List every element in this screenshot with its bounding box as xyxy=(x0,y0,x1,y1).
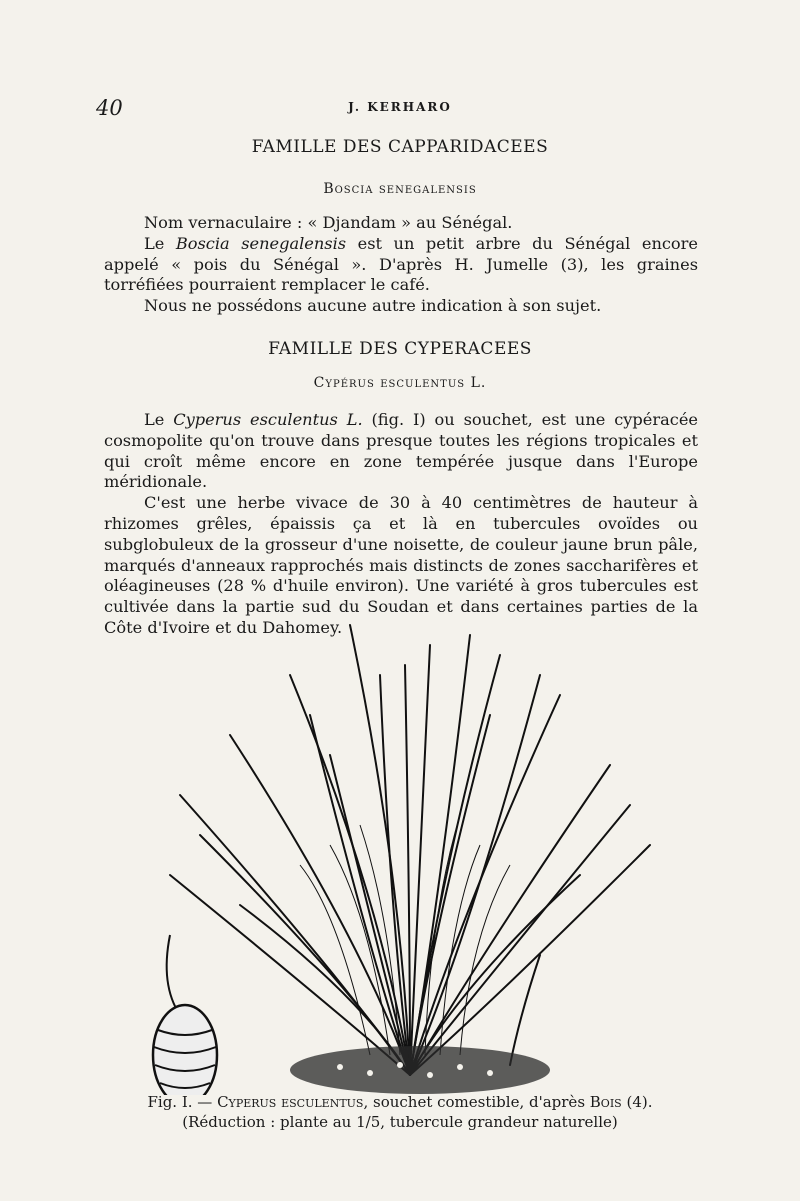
page-number: 40 xyxy=(96,96,123,120)
section2-body xyxy=(104,410,698,639)
plant-drawing xyxy=(140,615,680,1095)
section-heading-capparidacees: FAMILLE DES CAPPARIDACEES xyxy=(251,137,549,157)
paragraph: Nom vernaculaire : « Djandam » au Sénégal. xyxy=(144,213,513,232)
section-heading-cyperacees: FAMILLE DES CYPERACEES xyxy=(268,339,532,359)
caption-source: Bois xyxy=(589,1093,622,1111)
caption-line2: (Réduction : plante au 1/5, tubercule grandeur naturelle) xyxy=(182,1113,618,1131)
figure-caption xyxy=(110,1092,690,1132)
tubercle-drawing xyxy=(153,935,217,1095)
species-heading-boscia: Boscia senegalensis xyxy=(323,181,477,197)
text-run: Le xyxy=(144,233,176,253)
species-name: Cyperus esculentus L. xyxy=(173,410,363,429)
caption-species: Cyperus esculentus xyxy=(217,1093,364,1111)
species-name: Boscia senegalensis xyxy=(175,233,347,253)
caption-text: , souchet comestible, d'après xyxy=(363,1093,590,1111)
paragraph xyxy=(104,410,698,493)
paragraph: Nous ne possédons aucune autre indication à son sujet. xyxy=(144,296,602,316)
caption-fig-label: Fig. I. — xyxy=(147,1093,218,1111)
species-heading-cyperus: Cypérus esculentus L. xyxy=(313,375,487,391)
caption-ref: (4). xyxy=(621,1093,653,1111)
running-head xyxy=(96,96,704,120)
text-run: Le xyxy=(144,410,174,429)
running-author: J. KERHARO xyxy=(348,100,452,114)
paragraph: C'est une herbe vivace de 30 à 40 centimètres de hauteur à rhizomes grêles, épaissis ça et là en tubercules ovoïdes ou subglobuleux de la grosseur d'une noisette, de couleur jaune brun pâle, marqués d'anneaux rapprochés mais distincts de zones saccharifères et oléagineuses (28 % d'huile environ). Une variété à gros tubercules est cultivée dans la partie sud du Soudan et dans certaines parties de la Côte d'Ivoire et du Dahomey. xyxy=(104,493,698,637)
text-run: est un petit arbre du Sénégal encore appelé « pois du Sénégal ». D'après H. Jumelle (3), les graines torréfiées pourraient remplacer le café. xyxy=(104,233,698,295)
cyperus-illustration xyxy=(140,615,680,1095)
paragraph xyxy=(104,234,698,296)
section1-body xyxy=(104,213,698,317)
text-run: (fig. I) ou souchet, est une cypéracée cosmopolite qu'on trouve dans presque toutes les régions tropicales et qui croît même encore en zone tempérée jusque dans l'Europe méridionale. xyxy=(104,410,698,492)
